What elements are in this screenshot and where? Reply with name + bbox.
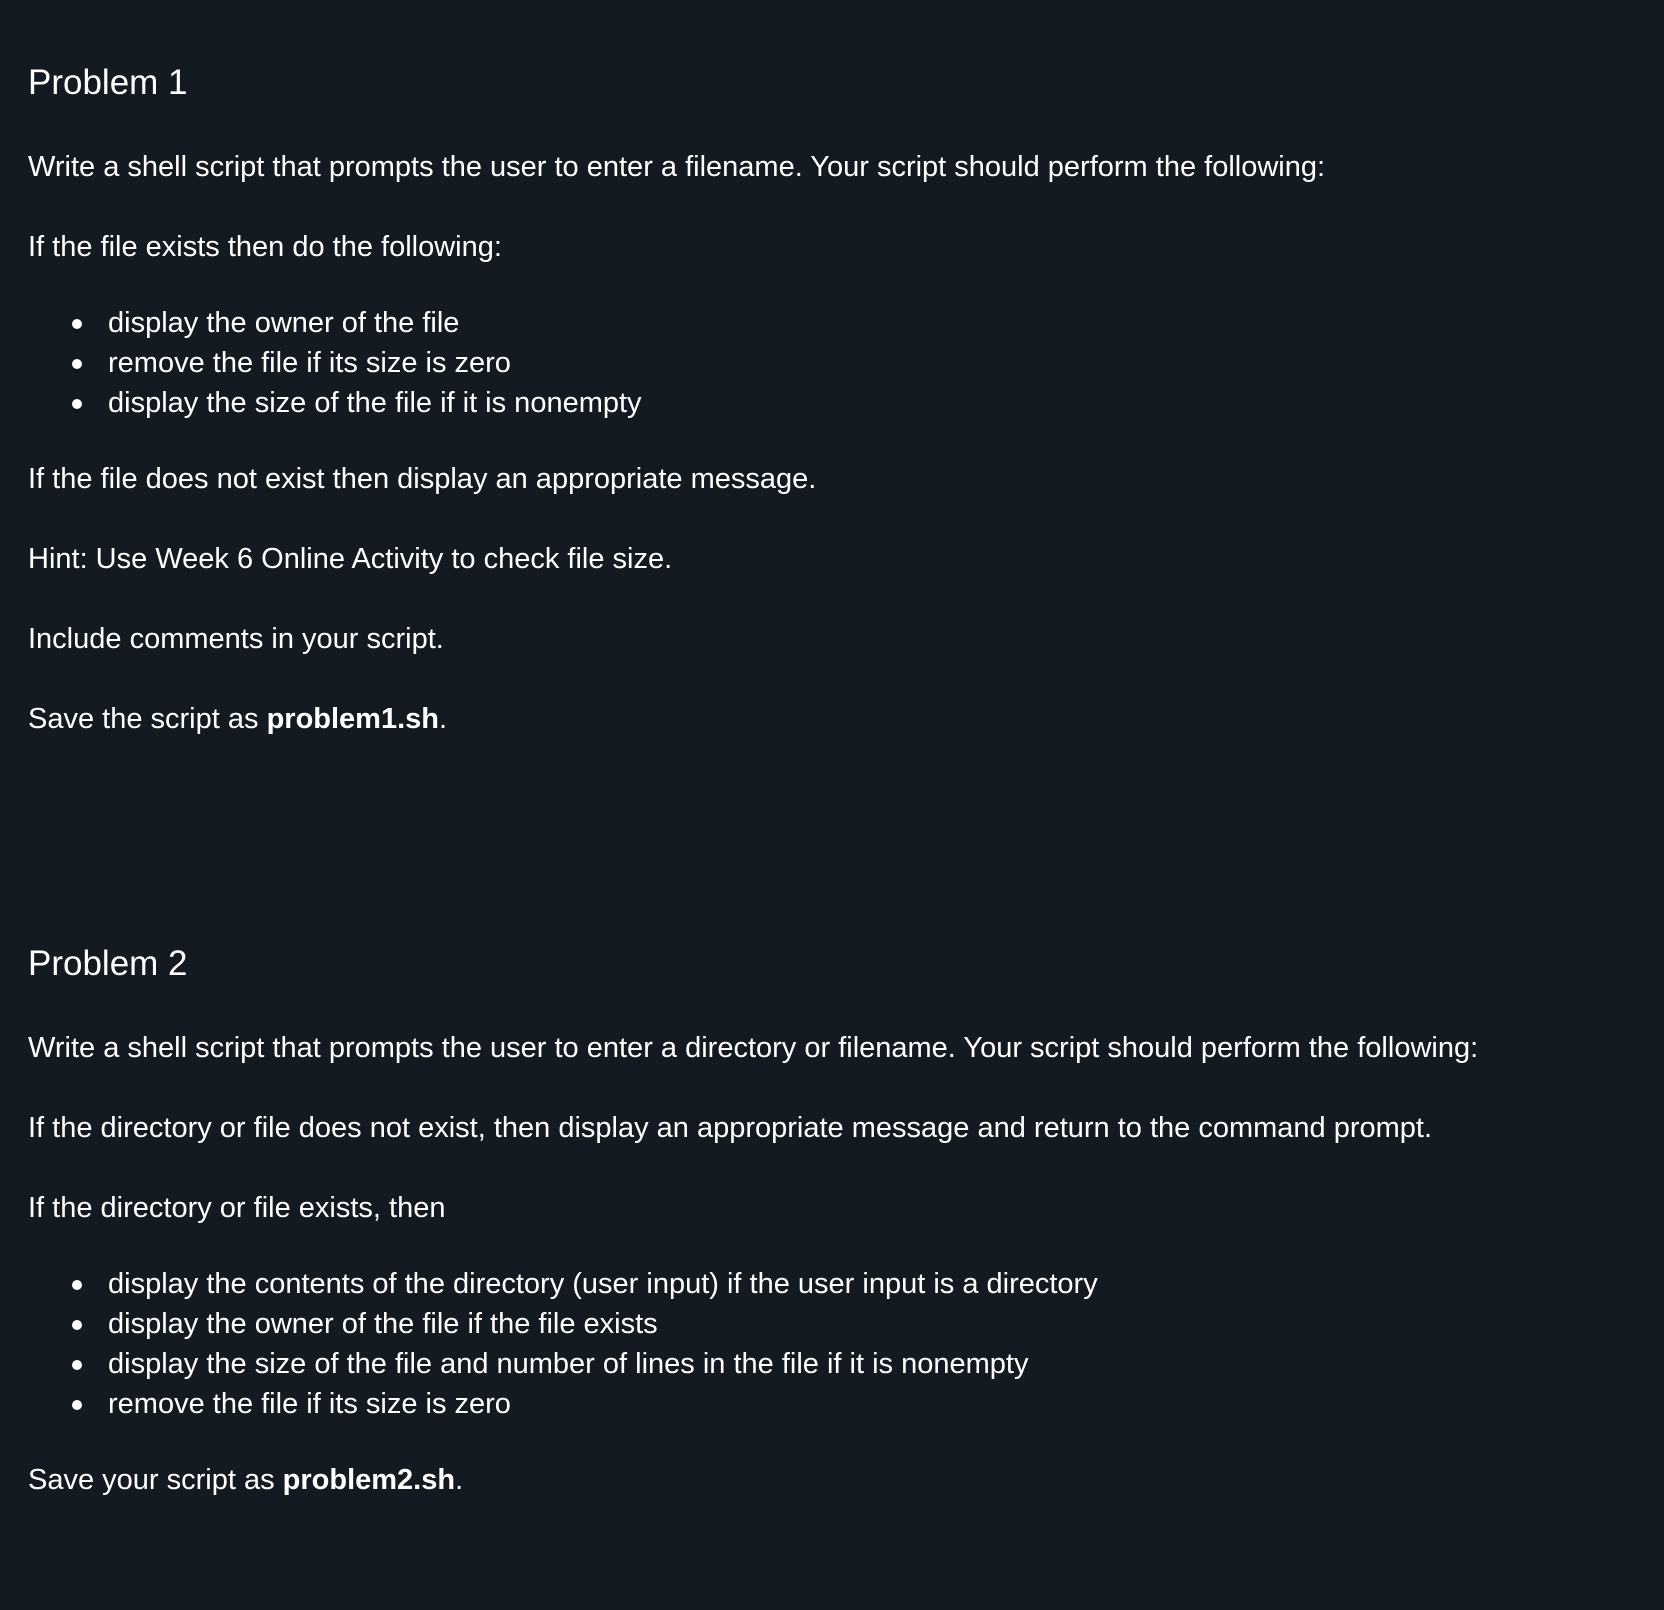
list-item-text: display the size of the file and number of lines in the file if it is nonempty	[108, 1348, 1029, 1380]
bullet-icon	[72, 359, 82, 369]
problem1-hint: Hint: Use Week 6 Online Activity to check file size.	[28, 543, 673, 575]
problem1-comments: Include comments in your script.	[28, 623, 444, 655]
list-item-text: display the contents of the directory (user input) if the user input is a directory	[108, 1268, 1098, 1300]
list-item-text: display the owner of the file if the file exists	[108, 1308, 658, 1340]
list-item	[28, 1344, 1098, 1384]
problem1-if-exists: If the file exists then do the following:	[28, 231, 502, 263]
save-prefix: Save the script as	[28, 703, 267, 735]
problem2-if-not-exists: If the directory or file does not exist, then display an appropriate message and return to the command prompt.	[28, 1112, 1433, 1144]
bullet-icon	[72, 1320, 82, 1330]
save-suffix: .	[455, 1464, 464, 1496]
problem2-intro: Write a shell script that prompts the user to enter a directory or filename. Your script should perform the following:	[28, 1032, 1479, 1064]
problem1-intro: Write a shell script that prompts the user to enter a filename. Your script should perform the following:	[28, 151, 1326, 183]
problem1-if-not-exists: If the file does not exist then display an appropriate message.	[28, 463, 817, 495]
list-item	[28, 1304, 1098, 1344]
list-item	[28, 1264, 1098, 1304]
bullet-icon	[72, 399, 82, 409]
problem1-title: Problem 1	[28, 63, 188, 102]
problem2-bullet-list	[28, 1264, 1098, 1424]
save-prefix: Save your script as	[28, 1464, 283, 1496]
list-item	[28, 303, 642, 343]
list-item-text: remove the file if its size is zero	[108, 1388, 511, 1420]
list-item	[28, 343, 642, 383]
list-item	[28, 383, 642, 423]
bullet-icon	[72, 1280, 82, 1290]
save-suffix: .	[439, 703, 448, 735]
bullet-icon	[72, 1360, 82, 1370]
bullet-icon	[72, 319, 82, 329]
save-filename: problem1.sh	[266, 703, 439, 735]
list-item-text: display the owner of the file	[108, 307, 460, 339]
problem1-bullet-list	[28, 303, 642, 423]
list-item	[28, 1384, 1098, 1424]
problem2-title: Problem 2	[28, 944, 188, 983]
problem2-if-exists: If the directory or file exists, then	[28, 1192, 446, 1224]
bullet-icon	[72, 1400, 82, 1410]
list-item-text: display the size of the file if it is nonempty	[108, 387, 642, 419]
problem1-save-instruction	[28, 700, 447, 738]
problem2-save-instruction	[28, 1461, 463, 1499]
save-filename: problem2.sh	[282, 1464, 456, 1496]
list-item-text: remove the file if its size is zero	[108, 347, 511, 379]
